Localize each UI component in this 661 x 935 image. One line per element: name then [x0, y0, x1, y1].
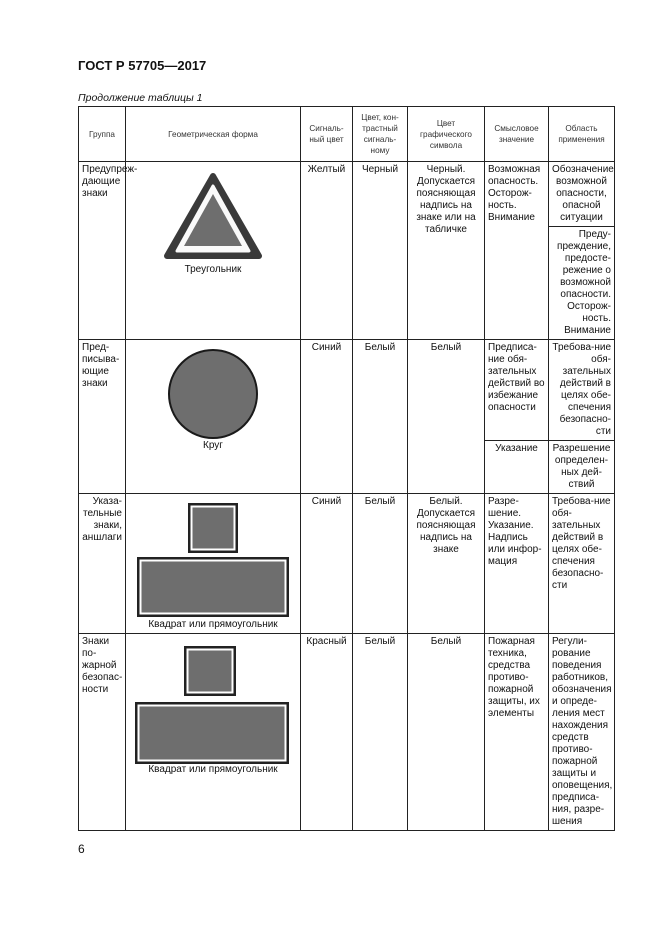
table-row [79, 340, 615, 441]
cell-group: Указа-тельные знаки, аншлаги [79, 494, 126, 634]
cell-group: Предупреж-дающие знаки [79, 162, 126, 340]
circle-shape-icon [163, 348, 263, 440]
cell-shape [126, 162, 301, 340]
cell-meaning: Указание [485, 441, 549, 494]
cell-shape [126, 494, 301, 634]
cell-scope: Требова-ние обя-зательных действий в целях обе-спечения безопасно-сти [549, 340, 615, 441]
shape-label: Треугольник [184, 264, 242, 275]
cell-meaning: Возможная опасность. Осторож-ность. Внимание [485, 162, 549, 340]
cell-signal-color: Красный [301, 634, 353, 831]
triangle-shape-icon [163, 172, 263, 264]
cell-symbol-color: Белый. Допускается поясняющая надпись на знаке [408, 494, 485, 634]
shape-label: Квадрат или прямоугольник [148, 619, 278, 630]
cell-contrast-color: Черный [353, 162, 408, 340]
header-symbol-color: Цвет графического символа [408, 107, 485, 162]
cell-scope: Регули-рование поведения работников, обозначения и опреде-ления мест нахождения средств противо-пожарной защиты и оповещения, предписа-ния, разре-шения [549, 634, 615, 831]
cell-meaning: Пожарная техника, средства противо-пожарной защиты, их элементы [485, 634, 549, 831]
cell-meaning: Разре-шение. Указание. Надпись или инфор-мация [485, 494, 549, 634]
cell-signal-color: Синий [301, 340, 353, 494]
square-rectangle-shape-icon [135, 501, 291, 621]
cell-scope: Преду-преждение, предосте-режение о возможной опасности. Осторож-ность. Внимание [549, 227, 615, 340]
cell-group: Знаки по-жарной безопас-ности [79, 634, 126, 831]
cell-signal-color: Желтый [301, 162, 353, 340]
cell-contrast-color: Белый [353, 494, 408, 634]
header-group: Группа [79, 107, 126, 162]
table-continuation-caption: Продолжение таблицы 1 [78, 92, 203, 104]
cell-scope: Разрешение определен-ных дей-ствий [549, 441, 615, 494]
header-signal-color: Сигналь-ный цвет [301, 107, 353, 162]
cell-contrast-color: Белый [353, 634, 408, 831]
cell-scope: Обозначение возможной опасности, опасной ситуации [549, 162, 615, 227]
table-row [79, 634, 615, 831]
header-contrast-color: Цвет, кон-трастный сигналь-ному [353, 107, 408, 162]
shape-label: Квадрат или прямоугольник [148, 764, 278, 775]
cell-signal-color: Синий [301, 494, 353, 634]
header-scope: Область применения [549, 107, 615, 162]
cell-scope: Требова-ние обя-зательных действий в целях обе-спечения безопасно-сти [549, 494, 615, 634]
cell-meaning: Предписа-ние обя-зательных действий во избежание опасности [485, 340, 549, 441]
cell-shape [126, 340, 301, 494]
cell-group: Пред-писыва-ющие знаки [79, 340, 126, 494]
cell-symbol-color: Черный. Допускается поясняющая надпись на знаке или на табличке [408, 162, 485, 340]
cell-symbol-color: Белый [408, 634, 485, 831]
cell-symbol-color: Белый [408, 340, 485, 494]
cell-contrast-color: Белый [353, 340, 408, 494]
header-meaning: Смысловое значение [485, 107, 549, 162]
table-header-row [79, 107, 615, 162]
cell-shape [126, 634, 301, 831]
page-number: 6 [78, 842, 85, 856]
signs-table [78, 106, 615, 831]
document-title: ГОСТ Р 57705—2017 [78, 58, 207, 73]
header-shape: Геометрическая форма [126, 107, 301, 162]
table-row [79, 494, 615, 634]
table-row [79, 162, 615, 227]
shape-label: Круг [203, 440, 223, 451]
square-rectangle-shape-icon [135, 644, 291, 766]
